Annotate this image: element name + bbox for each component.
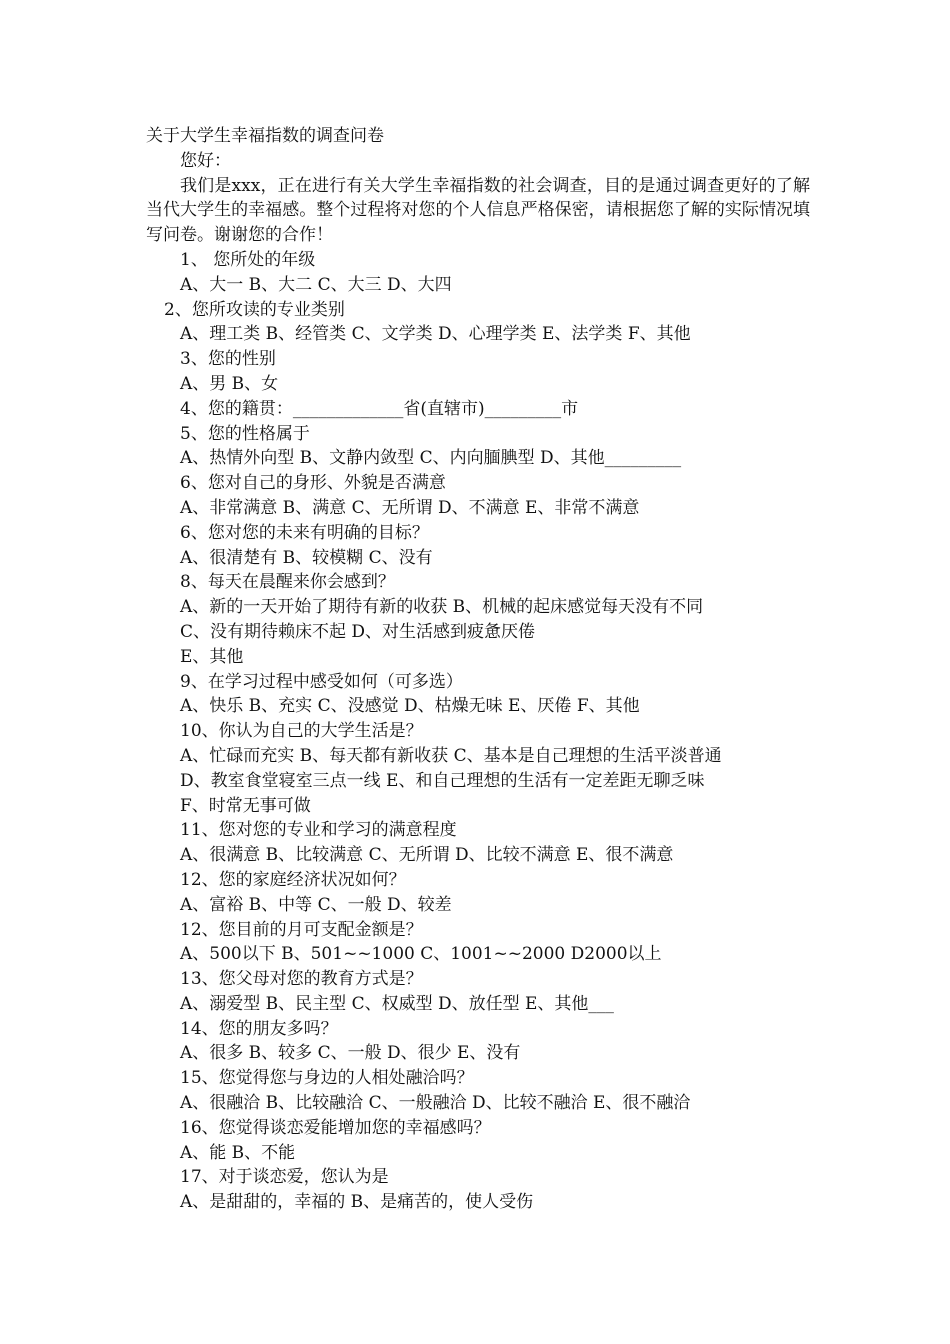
options-16: A、能 B、不能 [180,1142,296,1163]
question-12b: 12、您目前的月可支配金额是？ [180,919,423,940]
options-14: A、很多 B、较多 C、一般 D、很少 E、没有 [180,1043,521,1064]
options-10-line3: F、时常无事可做 [180,795,311,816]
question-13: 13、您父母对您的教育方式是？ [180,969,423,990]
options-5: A、热情外向型 B、文静内敛型 C、内向腼腆型 D、其他_________ [180,448,682,469]
intro-paragraph: 我们是xxx，正在进行有关大学生幸福指数的社会调查，目的是通过调查更好的了解当代大学生的幸福感。整个过程将对您的个人信息严格保密，请根据您了解的实际情况填写问卷。谢谢您的合作！ [146,175,810,246]
options-11: A、很满意 B、比较满意 C、无所谓 D、比较不满意 E、很不满意 [180,845,674,866]
question-1: 1、 您所处的年级 [180,249,316,270]
options-6b: A、很清楚有 B、较模糊 C、没有 [180,547,433,568]
question-5: 5、您的性格属于 [180,423,310,444]
options-2: A、理工类 B、经管类 C、文学类 D、心理学类 E、法学类 F、其他 [180,324,691,345]
question-4: 4、您的籍贯：_____________省(直辖市)_________市 [180,398,579,419]
options-8-line2: C、没有期待赖床不起 D、对生活感到疲惫厌倦 [180,621,536,642]
options-12b: A、500以下 B、501~~1000 C、1001~~2000 D2000以上 [180,944,662,965]
question-9: 9、在学习过程中感受如何（可多选） [180,671,463,692]
options-17: A、是甜甜的，幸福的 B、是痛苦的，使人受伤 [180,1192,534,1213]
question-17: 17、对于谈恋爱，您认为是 [180,1167,389,1188]
greeting: 您好： [180,150,231,171]
options-12a: A、富裕 B、中等 C、一般 D、较差 [180,894,452,915]
options-15: A、很融洽 B、比较融洽 C、一般融洽 D、比较不融洽 E、很不融洽 [180,1093,691,1114]
options-8-line1: A、新的一天开始了期待有新的收获 B、机械的起床感觉每天没有不同 [180,597,704,618]
question-10: 10、你认为自己的大学生活是？ [180,721,423,742]
question-14: 14、您的朋友多吗？ [180,1018,338,1039]
options-10-line1: A、忙碌而充实 B、每天都有新收获 C、基本是自己理想的生活平淡普通 [180,745,722,766]
question-6b: 6、您对您的未来有明确的目标？ [180,522,429,543]
options-10-line2: D、教室食堂寝室三点一线 E、和自己理想的生活有一定差距无聊乏味 [180,770,705,791]
options-3: A、男 B、女 [180,373,279,394]
question-8: 8、每天在晨醒来你会感到？ [180,572,395,593]
question-6a: 6、您对自己的身形、外貌是否满意 [180,473,446,494]
options-1: A、大一 B、大二 C、大三 D、大四 [180,274,452,295]
question-3: 3、您的性别 [180,349,276,370]
questionnaire-body [146,124,810,1215]
options-9: A、快乐 B、充实 C、没感觉 D、枯燥无味 E、厌倦 F、其他 [180,696,640,717]
document-title: 关于大学生幸福指数的调查问卷 [146,126,384,146]
options-13: A、溺爱型 B、民主型 C、权威型 D、放任型 E、其他___ [180,993,614,1014]
question-16: 16、您觉得谈恋爱能增加您的幸福感吗？ [180,1117,491,1138]
options-8-line3: E、其他 [180,646,244,667]
question-15: 15、您觉得您与身边的人相处融洽吗？ [180,1068,474,1089]
question-12a: 12、您的家庭经济状况如何？ [180,869,406,890]
question-2: 2、您所攻读的专业类别 [164,299,345,320]
question-11: 11、您对您的专业和学习的满意程度 [180,820,457,841]
options-6a: A、非常满意 B、满意 C、无所谓 D、不满意 E、非常不满意 [180,497,640,518]
